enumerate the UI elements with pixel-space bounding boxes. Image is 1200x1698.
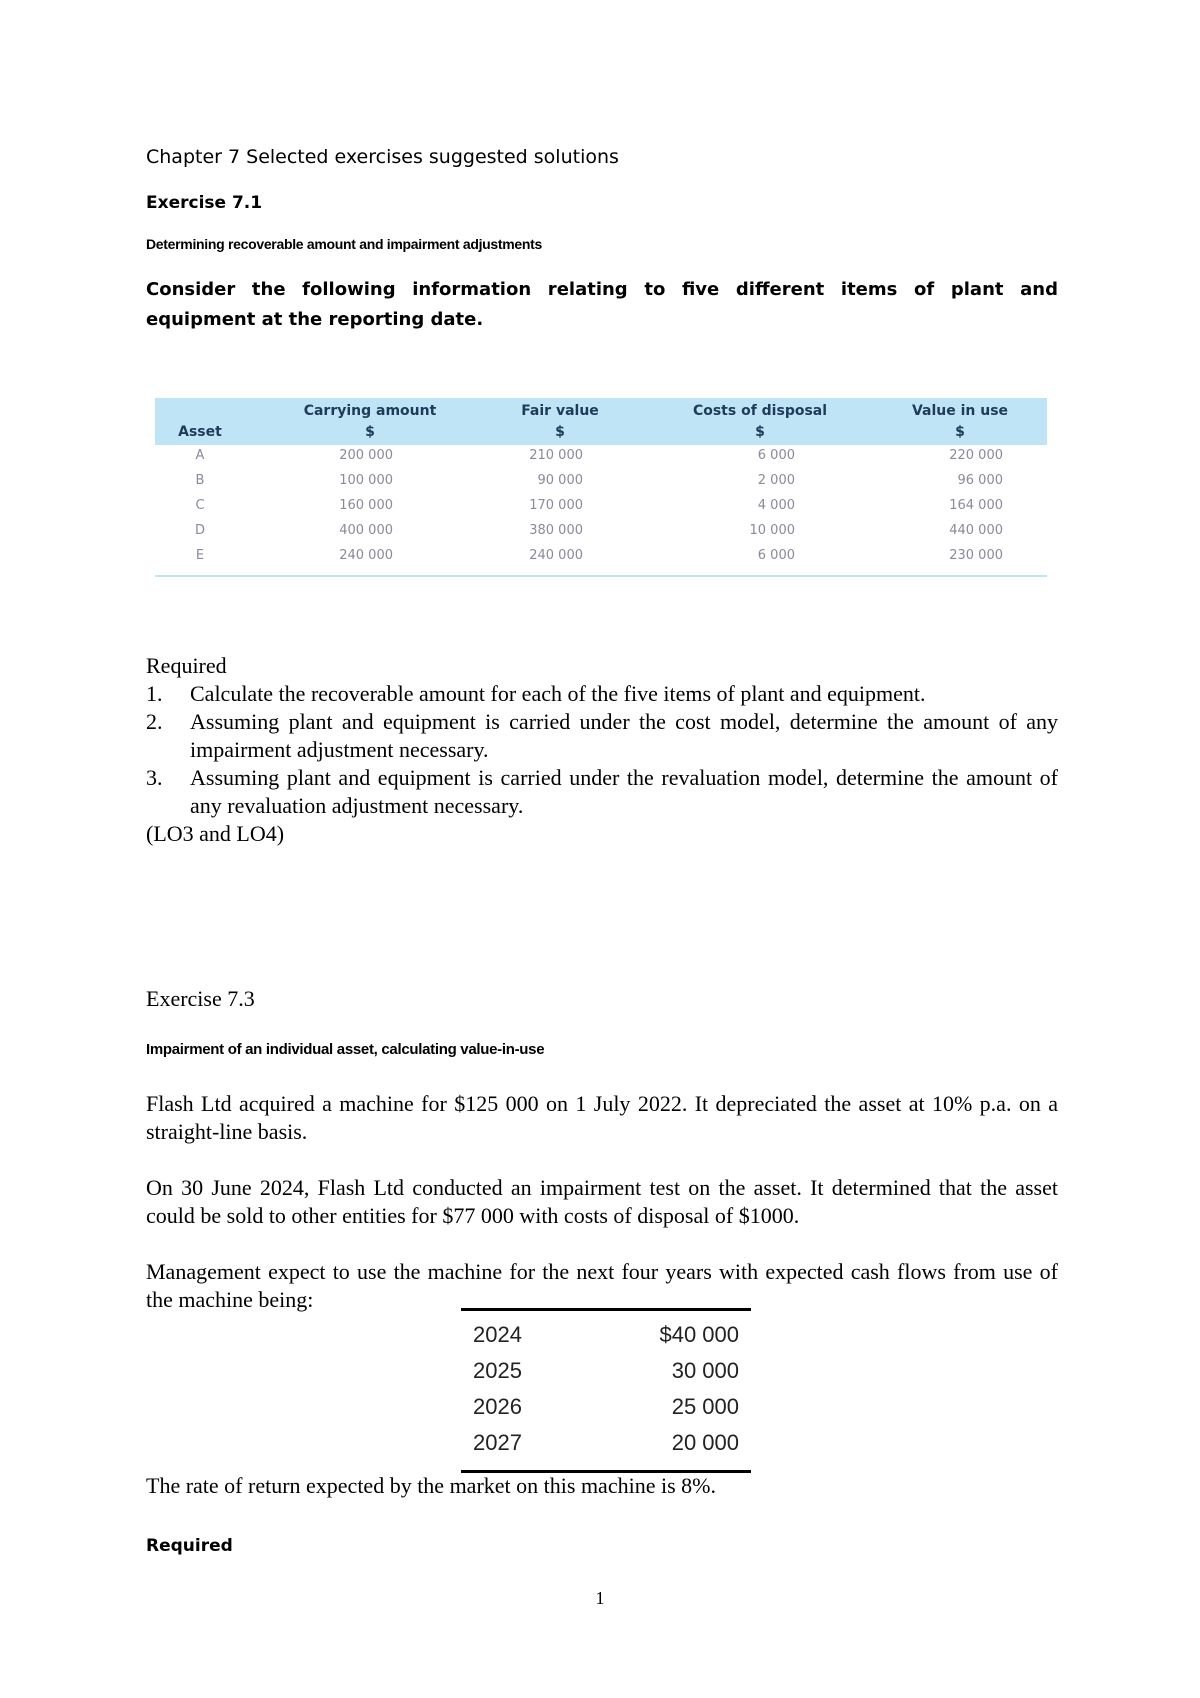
required-item-text: Calculate the recoverable amount for each of the five items of plant and equipment. [190,681,926,706]
table-row [461,1358,751,1394]
header-asset: Asset [178,424,222,440]
exercise-7-3-paragraph-3: Management expect to use the machine for the next four years with expected cash flows from use of the machine being: [146,1259,1058,1312]
asset-table [155,398,1047,578]
table-cell: 160 000 [339,498,393,513]
required-item-number: 3. [146,765,163,790]
learning-outcomes-reference: (LO3 and LO4) [146,821,285,846]
required-item-number: 2. [146,709,163,734]
table-row [461,1430,751,1466]
table-cell: 240 000 [339,548,393,563]
required-item-1 [146,680,1058,708]
table-cell: 96 000 [957,473,1003,488]
table-bottom-rule [155,575,1047,577]
cash-flow-amount: 20 000 [671,1430,739,1455]
table-cell: 164 000 [949,498,1003,513]
cash-flow-table [461,1308,751,1478]
exercise-7-3-paragraph-4: The rate of return expected by the market on this machine is 8%. [146,1473,716,1498]
exercise-7-1-heading: Exercise 7.1 [146,193,263,213]
table-cell: 10 000 [749,523,795,538]
cash-flow-year: 2024 [473,1322,522,1347]
cash-flow-year: 2027 [473,1430,522,1455]
table-cell: 2 000 [757,473,795,488]
cash-flow-amount: 30 000 [671,1358,739,1383]
table-cell: 230 000 [949,548,1003,563]
table-cell: E [195,548,205,563]
table-cell: 6 000 [757,448,795,463]
cash-flow-amount: $40 000 [659,1322,739,1347]
header-fair-value-unit: $ [555,424,565,440]
page-number: 1 [595,1588,605,1608]
table-cell: B [195,473,205,488]
required-item-number: 1. [146,681,163,706]
exercise-7-1-intro: Consider the following information relating to five different items of plant and equipment at the reporting date. [146,279,1058,330]
table-cell: 100 000 [339,473,393,488]
table-cell: 200 000 [339,448,393,463]
table-cell: 220 000 [949,448,1003,463]
header-carrying-amount: Carrying amount [303,403,437,419]
required-item-text: Assuming plant and equipment is carried under the cost model, determine the amount of any impairment adjustment necessary. [190,709,1058,762]
table-cell: A [195,448,205,463]
header-costs-of-disposal-unit: $ [755,424,765,440]
table-cell: 240 000 [529,548,583,563]
table-cell: D [194,523,205,538]
cash-flow-year: 2025 [473,1358,522,1383]
header-fair-value: Fair value [521,403,599,419]
exercise-7-3-required-title: Required [146,1536,233,1556]
required-item-2 [146,708,1058,764]
exercise-7-3-paragraph-2: On 30 June 2024, Flash Ltd conducted an impairment test on the asset. It determined that the asset could be sold to other entities for $77 000 with costs of disposal of $1000. [146,1175,1058,1228]
document-title: Chapter 7 Selected exercises suggested solutions [146,146,619,168]
required-item-3 [146,764,1058,820]
table-row [461,1322,751,1358]
table-cell: 210 000 [529,448,583,463]
exercise-7-1-required-title: Required [146,653,227,678]
header-carrying-amount-unit: $ [365,424,375,440]
exercise-7-1-subheading: Determining recoverable amount and impairment adjustments [146,236,542,252]
cash-flow-year: 2026 [473,1394,522,1419]
table-cell: 380 000 [529,523,583,538]
table-cell: C [195,498,205,513]
required-item-text: Assuming plant and equipment is carried under the revaluation model, determine the amount of any revaluation adjustment necessary. [190,765,1058,818]
exercise-7-3-paragraph-1: Flash Ltd acquired a machine for $125 000 on 1 July 2022. It depreciated the asset at 10% p.a. on a straight-line basis. [146,1091,1058,1144]
cash-flow-amount: 25 000 [671,1394,739,1419]
table-cell: 440 000 [949,523,1003,538]
exercise-7-3-heading: Exercise 7.3 [146,986,255,1011]
cash-table-top-rule [461,1308,751,1311]
header-costs-of-disposal: Costs of disposal [692,403,828,419]
table-cell: 90 000 [537,473,583,488]
header-value-in-use-unit: $ [955,424,965,440]
table-cell: 4 000 [757,498,795,513]
table-row [461,1394,751,1430]
table-cell: 400 000 [339,523,393,538]
table-cell: 6 000 [757,548,795,563]
table-cell: 170 000 [529,498,583,513]
exercise-7-3-subheading: Impairment of an individual asset, calculating value-in-use [146,1041,545,1058]
header-value-in-use: Value in use [911,403,1009,419]
